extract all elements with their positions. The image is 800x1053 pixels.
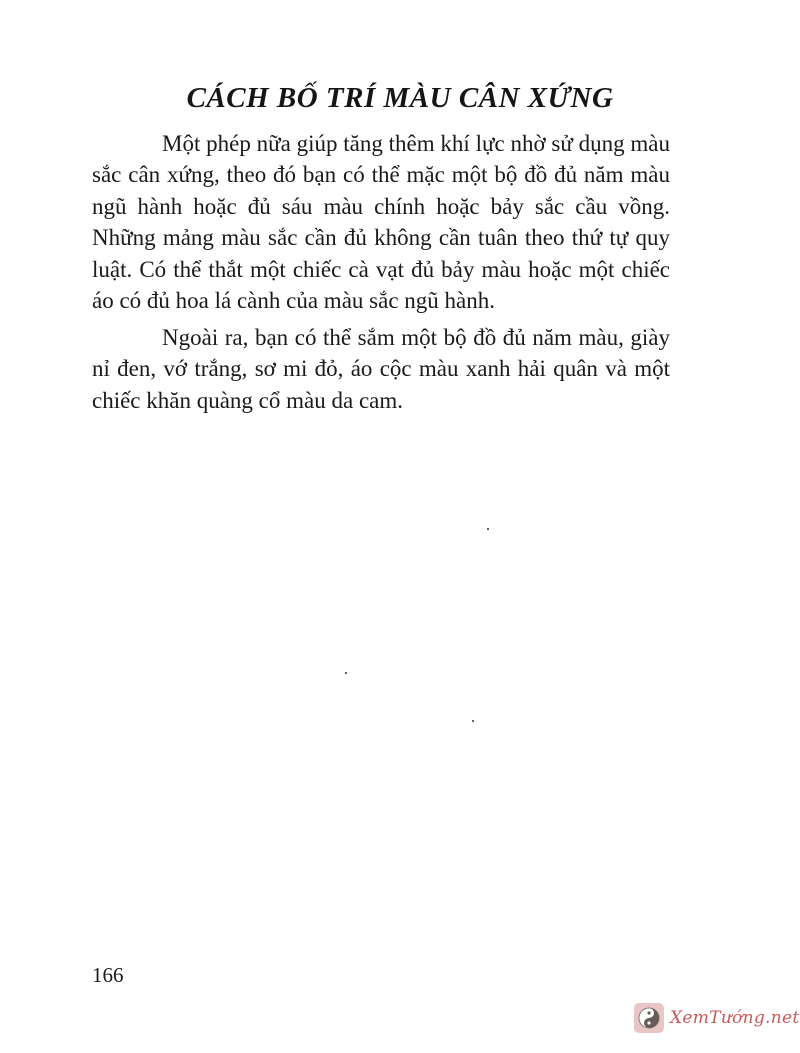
page-title: CÁCH BỐ TRÍ MÀU CÂN XỨNG	[186, 82, 614, 114]
scan-speck	[345, 672, 347, 674]
paragraph-2-text: Ngoài ra, bạn có thể sắm một bộ đồ đủ năm màu, giày nỉ đen, vớ trắng, sơ mi đỏ, áo cộc màu xanh hải quân và một chiếc khăn quàng cổ màu da cam.	[92, 325, 670, 413]
paragraph-1	[92, 128, 670, 316]
page-number: 166	[92, 963, 124, 987]
paragraph-2	[92, 322, 670, 416]
watermark	[634, 1003, 799, 1033]
paragraph-1-text: Một phép nữa giúp tăng thêm khí lực nhờ sử dụng màu sắc cân xứng, theo đó bạn có thể mặc một bộ đồ đủ năm màu ngũ hành hoặc đủ sáu màu chính hoặc bảy sắc cầu vồng. Những mảng màu sắc cần đủ không cần tuân theo thứ tự quy luật. Có thể thắt một chiếc cà vạt đủ bảy màu hoặc một chiếc áo có đủ hoa lá cành của màu sắc ngũ hành.	[92, 131, 670, 314]
watermark-text: XemTướng.net	[670, 1008, 800, 1028]
scan-speck	[472, 720, 474, 722]
scan-speck	[487, 528, 489, 530]
yin-yang-icon	[634, 1003, 664, 1033]
